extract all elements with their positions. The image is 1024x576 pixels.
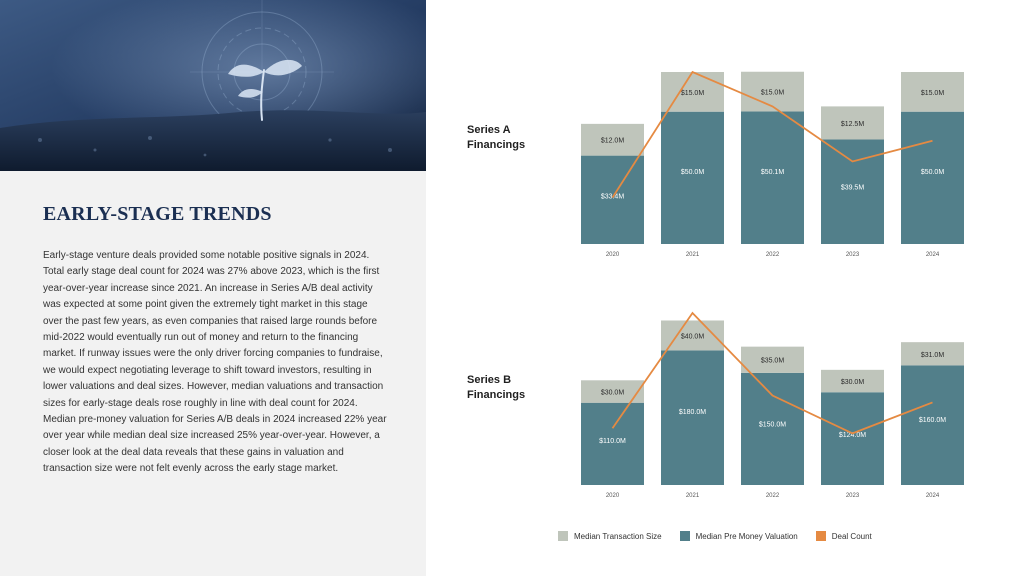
legend-label-deal-count: Deal Count: [831, 531, 872, 541]
x-tick-2021: 2021: [685, 493, 700, 499]
data-label-transaction-2023: $30.0M: [840, 379, 865, 387]
x-tick-2023: 2023: [845, 493, 860, 499]
x-tick-2022: 2022: [765, 493, 780, 499]
chart-label-series-b: Series B Financings: [467, 374, 526, 401]
data-label-transaction-2022: $15.0M: [760, 89, 785, 97]
bar-valuation-2024: [901, 365, 964, 485]
data-label-valuation-2022: $150.0M: [758, 421, 787, 429]
page-title: EARLY-STAGE TRENDS: [43, 203, 272, 225]
legend-item-valuation: [680, 531, 798, 541]
bar-valuation-2022: [741, 111, 804, 244]
legend-swatch-deal-count: [816, 531, 826, 541]
x-tick-2021: 2021: [685, 252, 700, 258]
hero-plant-illustration: [0, 0, 426, 171]
data-label-valuation-2022: $50.1M: [760, 169, 785, 177]
legend-swatch-valuation: [680, 531, 690, 541]
x-tick-2023: 2023: [845, 252, 860, 258]
body-paragraph: Early-stage venture deals provided some notable positive signals in 2024. Total early stage deal count for 2024 was 27% above 2023, which is the first year-over-year increase since 2021. An increase in Series A/B deal activity was expected at some point given the extremely tight market in this stage over the past few years, as even companies that raised large rounds before mid-2022 would eventually run out of money and return to the financing market. If runway issues were the only driver forcing companies to fundraise, we would expect negotiating leverage to shift toward investors, resulting in lower valuations and deal sizes. However, median valuations and transaction sizes for early-stage deals rose roughly in line with deal count for 2024. Median pre-money valuation for Series A/B deals in 2024 increased 22% year over year while median deal size increased 25% year-over-year. However, a closer look at the deal data reveals that these gains in valuation and transaction size were not felt evenly across the early stage market.: [43, 250, 387, 475]
x-tick-2024: 2024: [925, 493, 940, 499]
chart-series-b: [560, 305, 980, 505]
data-label-transaction-2020: $30.0M: [600, 389, 625, 397]
x-tick-2020: 2020: [605, 252, 620, 258]
legend-item-deal-count: [816, 531, 872, 541]
bar-valuation-2024: [901, 112, 964, 244]
data-label-transaction-2021: $40.0M: [680, 333, 705, 341]
data-label-valuation-2020: $110.0M: [599, 437, 626, 445]
data-label-transaction-2021: $15.0M: [680, 89, 705, 97]
data-label-valuation-2023: $124.0M: [838, 431, 867, 439]
data-label-transaction-2024: $31.0M: [920, 351, 945, 359]
left-panel: [0, 0, 426, 576]
data-label-valuation-2020: $33.4M: [600, 193, 625, 201]
legend-label-transaction: Median Transaction Size: [574, 531, 662, 541]
x-tick-2020: 2020: [605, 493, 620, 499]
chart-legend: [558, 531, 872, 541]
hero-image-plant: [0, 0, 426, 171]
data-label-valuation-2021: $180.0M: [678, 408, 707, 416]
legend-label-valuation: Median Pre Money Valuation: [695, 531, 798, 541]
data-label-transaction-2024: $15.0M: [920, 89, 945, 97]
data-label-valuation-2023: $39.5M: [840, 184, 865, 192]
data-label-transaction-2022: $35.0M: [760, 357, 785, 365]
data-label-valuation-2024: $160.0M: [918, 417, 947, 425]
x-tick-2024: 2024: [925, 252, 940, 258]
x-tick-2022: 2022: [765, 252, 780, 258]
data-label-valuation-2024: $50.0M: [920, 169, 945, 177]
data-label-valuation-2021: $50.0M: [680, 169, 705, 177]
chart-label-series-a: Series A Financings: [467, 124, 526, 151]
bar-valuation-2021: [661, 112, 724, 244]
bar-valuation-2021: [661, 350, 724, 485]
bar-valuation-2022: [741, 373, 804, 485]
chart-series-a: [560, 64, 980, 264]
data-label-transaction-2023: $12.5M: [840, 120, 865, 128]
data-label-transaction-2020: $12.0M: [600, 137, 625, 145]
legend-swatch-transaction: [558, 531, 568, 541]
legend-item-transaction: [558, 531, 662, 541]
